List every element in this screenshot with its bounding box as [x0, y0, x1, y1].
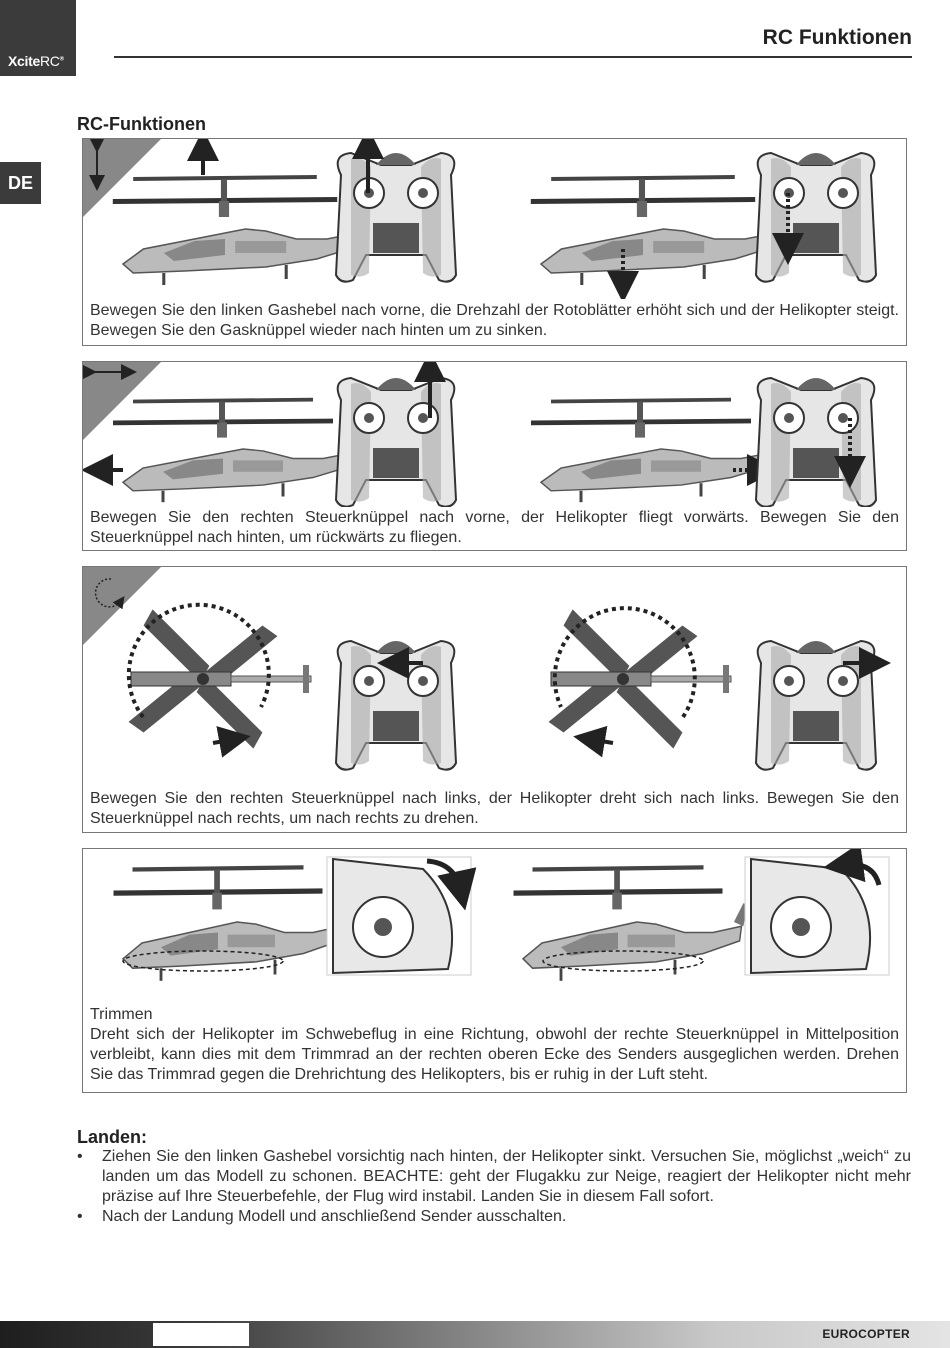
panel-rotation — [82, 566, 907, 833]
helicopter-side-image — [514, 865, 748, 981]
logo-text: XciteRC® — [8, 53, 64, 69]
transmitter-image — [336, 153, 456, 282]
footer-bar — [0, 1321, 950, 1348]
corner-badge — [83, 567, 161, 645]
helicopter-top-image — [129, 609, 311, 748]
footer-block — [153, 1323, 249, 1346]
helicopter-side-image — [113, 175, 364, 285]
forward-backward-illustration — [83, 362, 907, 507]
trim-dial-image — [327, 857, 471, 975]
header-divider — [114, 56, 912, 58]
rotation-right-arrow-icon — [589, 739, 613, 743]
rotation-left-arrow-icon — [213, 739, 235, 743]
list-item: • Ziehen Sie den linken Gashebel vorsichtig nach hinten, der Helikopter sinkt. Versuchen Sie, möglichst „weich“ zu landen um das Modell zu schonen. BEACHTE: geht der Flugakku zur Neige, reagiert der Helikopter nicht mehr präzise auf Ihre Steuerbefehle, der Flug wird instabil. Landen Sie in diesem Fall sofort. — [77, 1147, 911, 1207]
trim-dial-image — [745, 857, 889, 975]
panel-caption: Bewegen Sie den linken Gashebel nach vorne, die Drehzahl der Rotoblätter erhöht sich und der Helikopter steigt. Bewegen Sie den Gasknüppel wieder nach hinten um zu sinken. — [90, 302, 899, 339]
helicopter-side-image — [114, 865, 348, 981]
transmitter-image — [336, 378, 456, 507]
transmitter-image — [756, 641, 876, 770]
landing-heading: Landen: — [77, 1127, 147, 1147]
trim-caption-title: Trimmen — [90, 1006, 153, 1023]
language-tab: DE — [0, 162, 41, 204]
brand-logo — [0, 0, 76, 76]
helicopter-side-image — [113, 398, 359, 503]
throttle-illustration — [83, 139, 907, 299]
landing-list — [77, 1147, 911, 1227]
list-item: • Nach der Landung Modell und anschließend Sender ausschalten. — [77, 1207, 911, 1227]
rotation-illustration — [83, 567, 907, 787]
section-heading: RC-Funktionen — [77, 114, 206, 134]
helicopter-side-image — [531, 398, 777, 503]
panel-throttle — [82, 138, 907, 346]
panel-caption: Bewegen Sie den rechten Steuerknüppel nach links, der Helikopter dreht sich nach links. Bewegen Sie den Steuerknüppel nach rechts, um nach rechts zu drehen. — [90, 790, 899, 827]
trim-illustration — [83, 849, 907, 1009]
transmitter-image — [756, 378, 876, 507]
panel-caption: Bewegen Sie den rechten Steuerknüppel nach vorne, der Helikopter fliegt vorwärts. Bewegen Sie den Steuerknüppel nach hinten, um rückwärts zu fliegen. — [90, 509, 899, 546]
helicopter-side-image — [531, 175, 782, 285]
panel-trim — [82, 848, 907, 1093]
panel-caption: Dreht sich der Helikopter im Schwebeflug in eine Richtung, obwohl der rechte Steuerknüppel in Mittelposition verbleibt, kann dies mit dem Trimmrad an der rechten oberen Ecke des Senders ausgeglichen werden. Drehen Sie das Trimmrad gegen die Drehrichtung des Helikopters, bis er ruhig in der Luft steht. — [90, 1026, 899, 1083]
panel-forward-backward — [82, 361, 907, 551]
footer-brand: EUROCOPTER — [822, 1327, 910, 1341]
helicopter-top-image — [549, 609, 731, 748]
page-title: RC Funktionen — [762, 26, 912, 49]
transmitter-image — [336, 641, 456, 770]
transmitter-image — [756, 153, 876, 282]
